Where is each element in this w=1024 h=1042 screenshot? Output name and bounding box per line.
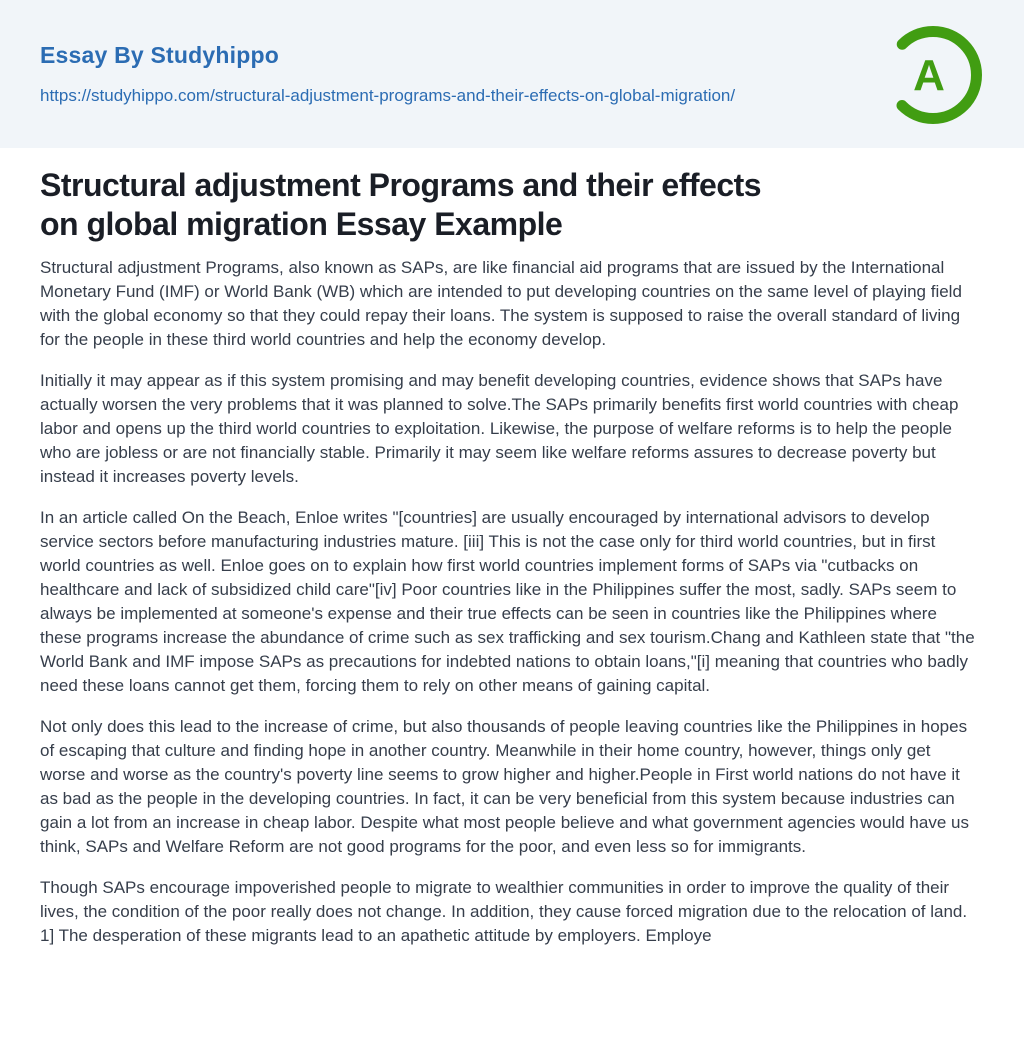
essay-paragraph: Though SAPs encourage impoverished people to migrate to wealthier communities in order to improve the quality of their lives, the condition of the poor really does not change. In addition, they cause forced migration due to the relocation of land. 1] The desperation of these migrants lead to an apathetic attitude by employers. Employe (40, 878, 968, 945)
essay-paragraph: Structural adjustment Programs, also known as SAPs, are like financial aid programs that are issued by the International Monetary Fund (IMF) or World Bank (WB) which are intended to put developing countries on the same level of playing field with the global economy so that they could repay their loans. The system is supposed to raise the overall standard of living for the people in these third world countries and help the economy develop. (40, 258, 962, 349)
header-text-block (40, 42, 735, 110)
article-content (0, 148, 1024, 948)
header (0, 0, 1024, 148)
essay-paragraph: Initially it may appear as if this system promising and may benefit developing countries, evidence shows that SAPs have actually worsen the very problems that it was planned to solve.The SAPs primarily benefits first world countries with cheap labor and opens up the third world countries to exploitation. Likewise, the purpose of welfare reforms is to help the people who are jobless or are not financially stable. Primarily it may seem like welfare reforms assures to decrease poverty but instead it increases poverty levels. (40, 371, 959, 486)
site-title: Essay By Studyhippo (40, 42, 279, 68)
essay-body (40, 256, 984, 948)
article-title-line: on global migration Essay Example (40, 206, 563, 242)
article-title (40, 166, 984, 244)
logo-letter: A (913, 51, 945, 100)
logo-arc-icon (882, 24, 984, 126)
studyhippo-logo (882, 24, 984, 126)
essay-paragraph: Not only does this lead to the increase of crime, but also thousands of people leaving countries like the Philippines in hopes of escaping that culture and finding hope in another country. Meanwhile in their home country, however, things only get worse and worse as the country's poverty line seems to grow higher and higher.People in First world nations do not have it as bad as the people in the developing countries. In fact, it can be very beneficial from this system because industries can gain a lot from an increase in cheap labor. Despite what most people believe and what government agencies would have us think, SAPs and Welfare Reform are not good programs for the poor, and even less so for immigrants. (40, 717, 969, 856)
essay-paragraph: In an article called On the Beach, Enloe writes "[countries] are usually encouraged by international advisors to develop service sectors before manufacturing industries mature. [iii] This is not the case only for third world countries, but in first world countries as well. Enloe goes on to explain how first world countries implement forms of SAPs via "cutbacks on healthcare and lack of subsidized child care"[iv] Poor countries like in the Philippines suffer the most, sadly. SAPs seem to always be implemented at someone's expense and their true effects can be seen in countries like the Philippines where these programs increase the abundance of crime such as sex trafficking and sex tourism.Chang and Kathleen state that "the World Bank and IMF impose SAPs as precautions for indebted nations to obtain loans,"[i] meaning that countries who badly need these loans cannot get them, forcing them to rely on other means of gaining capital. (40, 508, 975, 695)
page-url-link[interactable]: https://studyhippo.com/structural-adjustment-programs-and-their-effects-on-global-migration/ (40, 86, 736, 105)
article-title-line: Structural adjustment Programs and their effects (40, 167, 762, 203)
